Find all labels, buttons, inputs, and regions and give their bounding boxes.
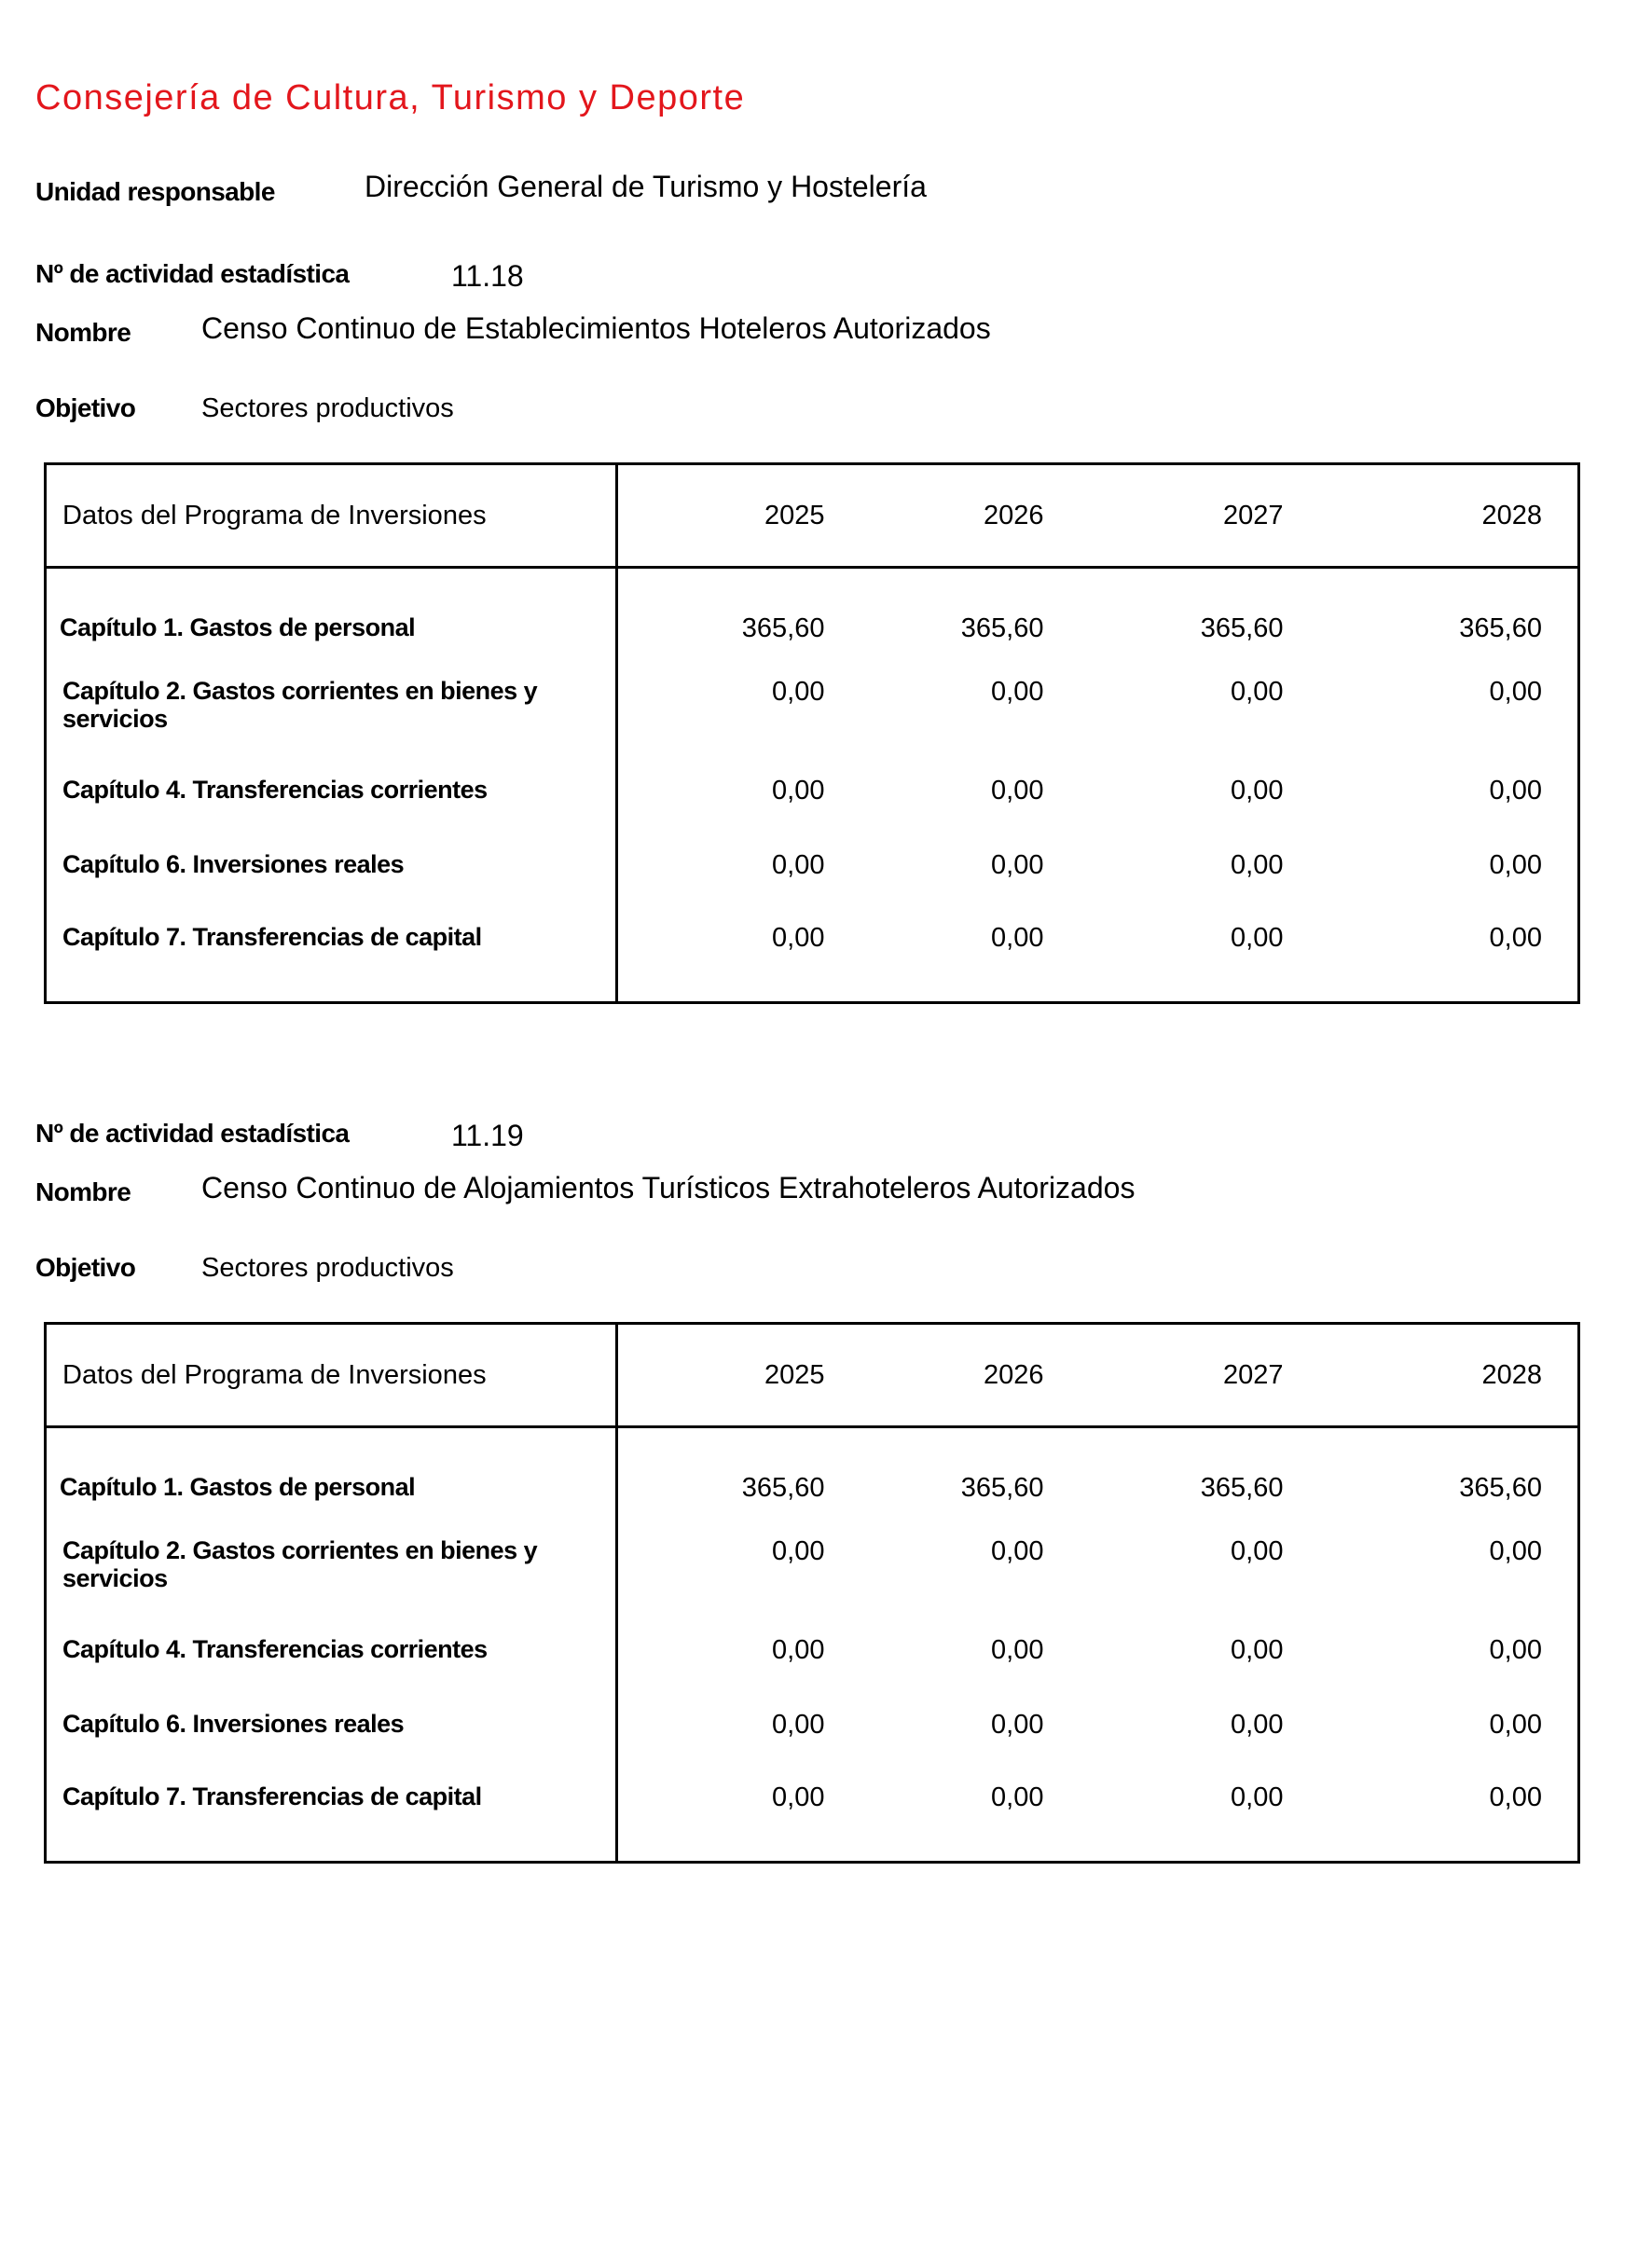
amount-cell: 0,00 (772, 1634, 825, 1665)
amount-cell: 0,00 (1489, 1535, 1542, 1566)
amount-cell: 0,00 (1231, 1634, 1284, 1665)
activity-name: Censo Continuo de Establecimientos Hoteleros Autorizados (201, 311, 991, 345)
chapter-label: Capítulo 2. Gastos corrientes en bienes y servicios (46, 1533, 617, 1631)
objetivo-value: Sectores productivos (201, 393, 454, 423)
year-header: 2028 (1339, 464, 1579, 568)
year-header: 2028 (1339, 1324, 1579, 1427)
year-header: 2025 (617, 464, 858, 568)
amount-cell: 0,00 (1489, 676, 1542, 707)
year-header: 2027 (1098, 464, 1339, 568)
chapter-label: Capítulo 2. Gastos corrientes en bienes y servicios (46, 673, 617, 772)
chapter-label: Capítulo 6. Inversiones reales (46, 1706, 617, 1779)
nombre-label: Nombre (35, 318, 131, 347)
amount-cell: 0,00 (772, 1535, 825, 1566)
table-row (46, 568, 1579, 673)
table-row (46, 846, 1579, 919)
chapter-label: Capítulo 4. Transferencias corrientes (46, 1631, 617, 1706)
amount-cell: 0,00 (1231, 849, 1284, 880)
investment-table (44, 462, 1580, 1004)
table-row (46, 1706, 1579, 1779)
actividad-label: Nº de actividad estadística (35, 259, 350, 288)
amount-cell: 0,00 (1489, 1634, 1542, 1665)
table-row (46, 772, 1579, 846)
amount-cell: 365,60 (741, 613, 825, 643)
amount-cell: 365,60 (1459, 613, 1542, 643)
amount-cell: 0,00 (991, 676, 1044, 707)
table-row (46, 1533, 1579, 1631)
amount-cell: 0,00 (991, 922, 1044, 953)
unidad-value: Dirección General de Turismo y Hostelería (365, 170, 927, 203)
amount-cell: 0,00 (991, 1709, 1044, 1740)
actividad-number: 11.19 (451, 1119, 524, 1152)
amount-cell: 0,00 (1231, 1709, 1284, 1740)
amount-cell: 0,00 (991, 775, 1044, 805)
year-header: 2026 (858, 464, 1098, 568)
amount-cell: 0,00 (772, 849, 825, 880)
amount-cell: 0,00 (1489, 922, 1542, 953)
amount-cell: 0,00 (1489, 849, 1542, 880)
table-title: Datos del Programa de Inversiones (46, 464, 617, 568)
chapter-label: Capítulo 1. Gastos de personal (46, 1427, 617, 1533)
amount-cell: 0,00 (1489, 775, 1542, 805)
objetivo-label: Objetivo (35, 1253, 136, 1282)
chapter-label: Capítulo 7. Transferencias de capital (46, 919, 617, 1003)
chapter-label: Capítulo 1. Gastos de personal (46, 568, 617, 673)
activity-name: Censo Continuo de Alojamientos Turísticos Extrahoteleros Autorizados (201, 1171, 1136, 1204)
amount-cell: 0,00 (1231, 676, 1284, 707)
year-header: 2027 (1098, 1324, 1339, 1427)
year-header: 2025 (617, 1324, 858, 1427)
unidad-label: Unidad responsable (35, 177, 275, 206)
amount-cell: 365,60 (960, 1473, 1044, 1503)
nombre-label: Nombre (35, 1177, 131, 1206)
chapter-label: Capítulo 4. Transferencias corrientes (46, 772, 617, 846)
amount-cell: 0,00 (991, 849, 1044, 880)
amount-cell: 0,00 (772, 775, 825, 805)
table-row (46, 1427, 1579, 1533)
amount-cell: 0,00 (991, 1535, 1044, 1566)
actividad-number: 11.18 (451, 259, 524, 293)
table-row (46, 1779, 1579, 1863)
amount-cell: 0,00 (1231, 775, 1284, 805)
amount-cell: 0,00 (991, 1634, 1044, 1665)
amount-cell: 365,60 (1459, 1473, 1542, 1503)
amount-cell: 0,00 (991, 1782, 1044, 1812)
amount-cell: 0,00 (1231, 922, 1284, 953)
amount-cell: 0,00 (772, 1709, 825, 1740)
table-title: Datos del Programa de Inversiones (46, 1324, 617, 1427)
amount-cell: 0,00 (1231, 1782, 1284, 1812)
amount-cell: 365,60 (741, 1473, 825, 1503)
amount-cell: 0,00 (1489, 1709, 1542, 1740)
table-row (46, 919, 1579, 1003)
amount-cell: 0,00 (772, 676, 825, 707)
amount-cell: 365,60 (960, 613, 1044, 643)
objetivo-value: Sectores productivos (201, 1253, 454, 1283)
actividad-label: Nº de actividad estadística (35, 1119, 350, 1148)
amount-cell: 365,60 (1200, 1473, 1284, 1503)
objetivo-label: Objetivo (35, 393, 136, 422)
amount-cell: 0,00 (1231, 1535, 1284, 1566)
chapter-label: Capítulo 7. Transferencias de capital (46, 1779, 617, 1863)
department-heading: Consejería de Cultura, Turismo y Deporte (35, 78, 746, 117)
amount-cell: 365,60 (1200, 613, 1284, 643)
amount-cell: 0,00 (772, 922, 825, 953)
year-header: 2026 (858, 1324, 1098, 1427)
chapter-label: Capítulo 6. Inversiones reales (46, 846, 617, 919)
table-row (46, 1631, 1579, 1706)
table-row (46, 673, 1579, 772)
amount-cell: 0,00 (1489, 1782, 1542, 1812)
amount-cell: 0,00 (772, 1782, 825, 1812)
investment-table (44, 1322, 1580, 1864)
